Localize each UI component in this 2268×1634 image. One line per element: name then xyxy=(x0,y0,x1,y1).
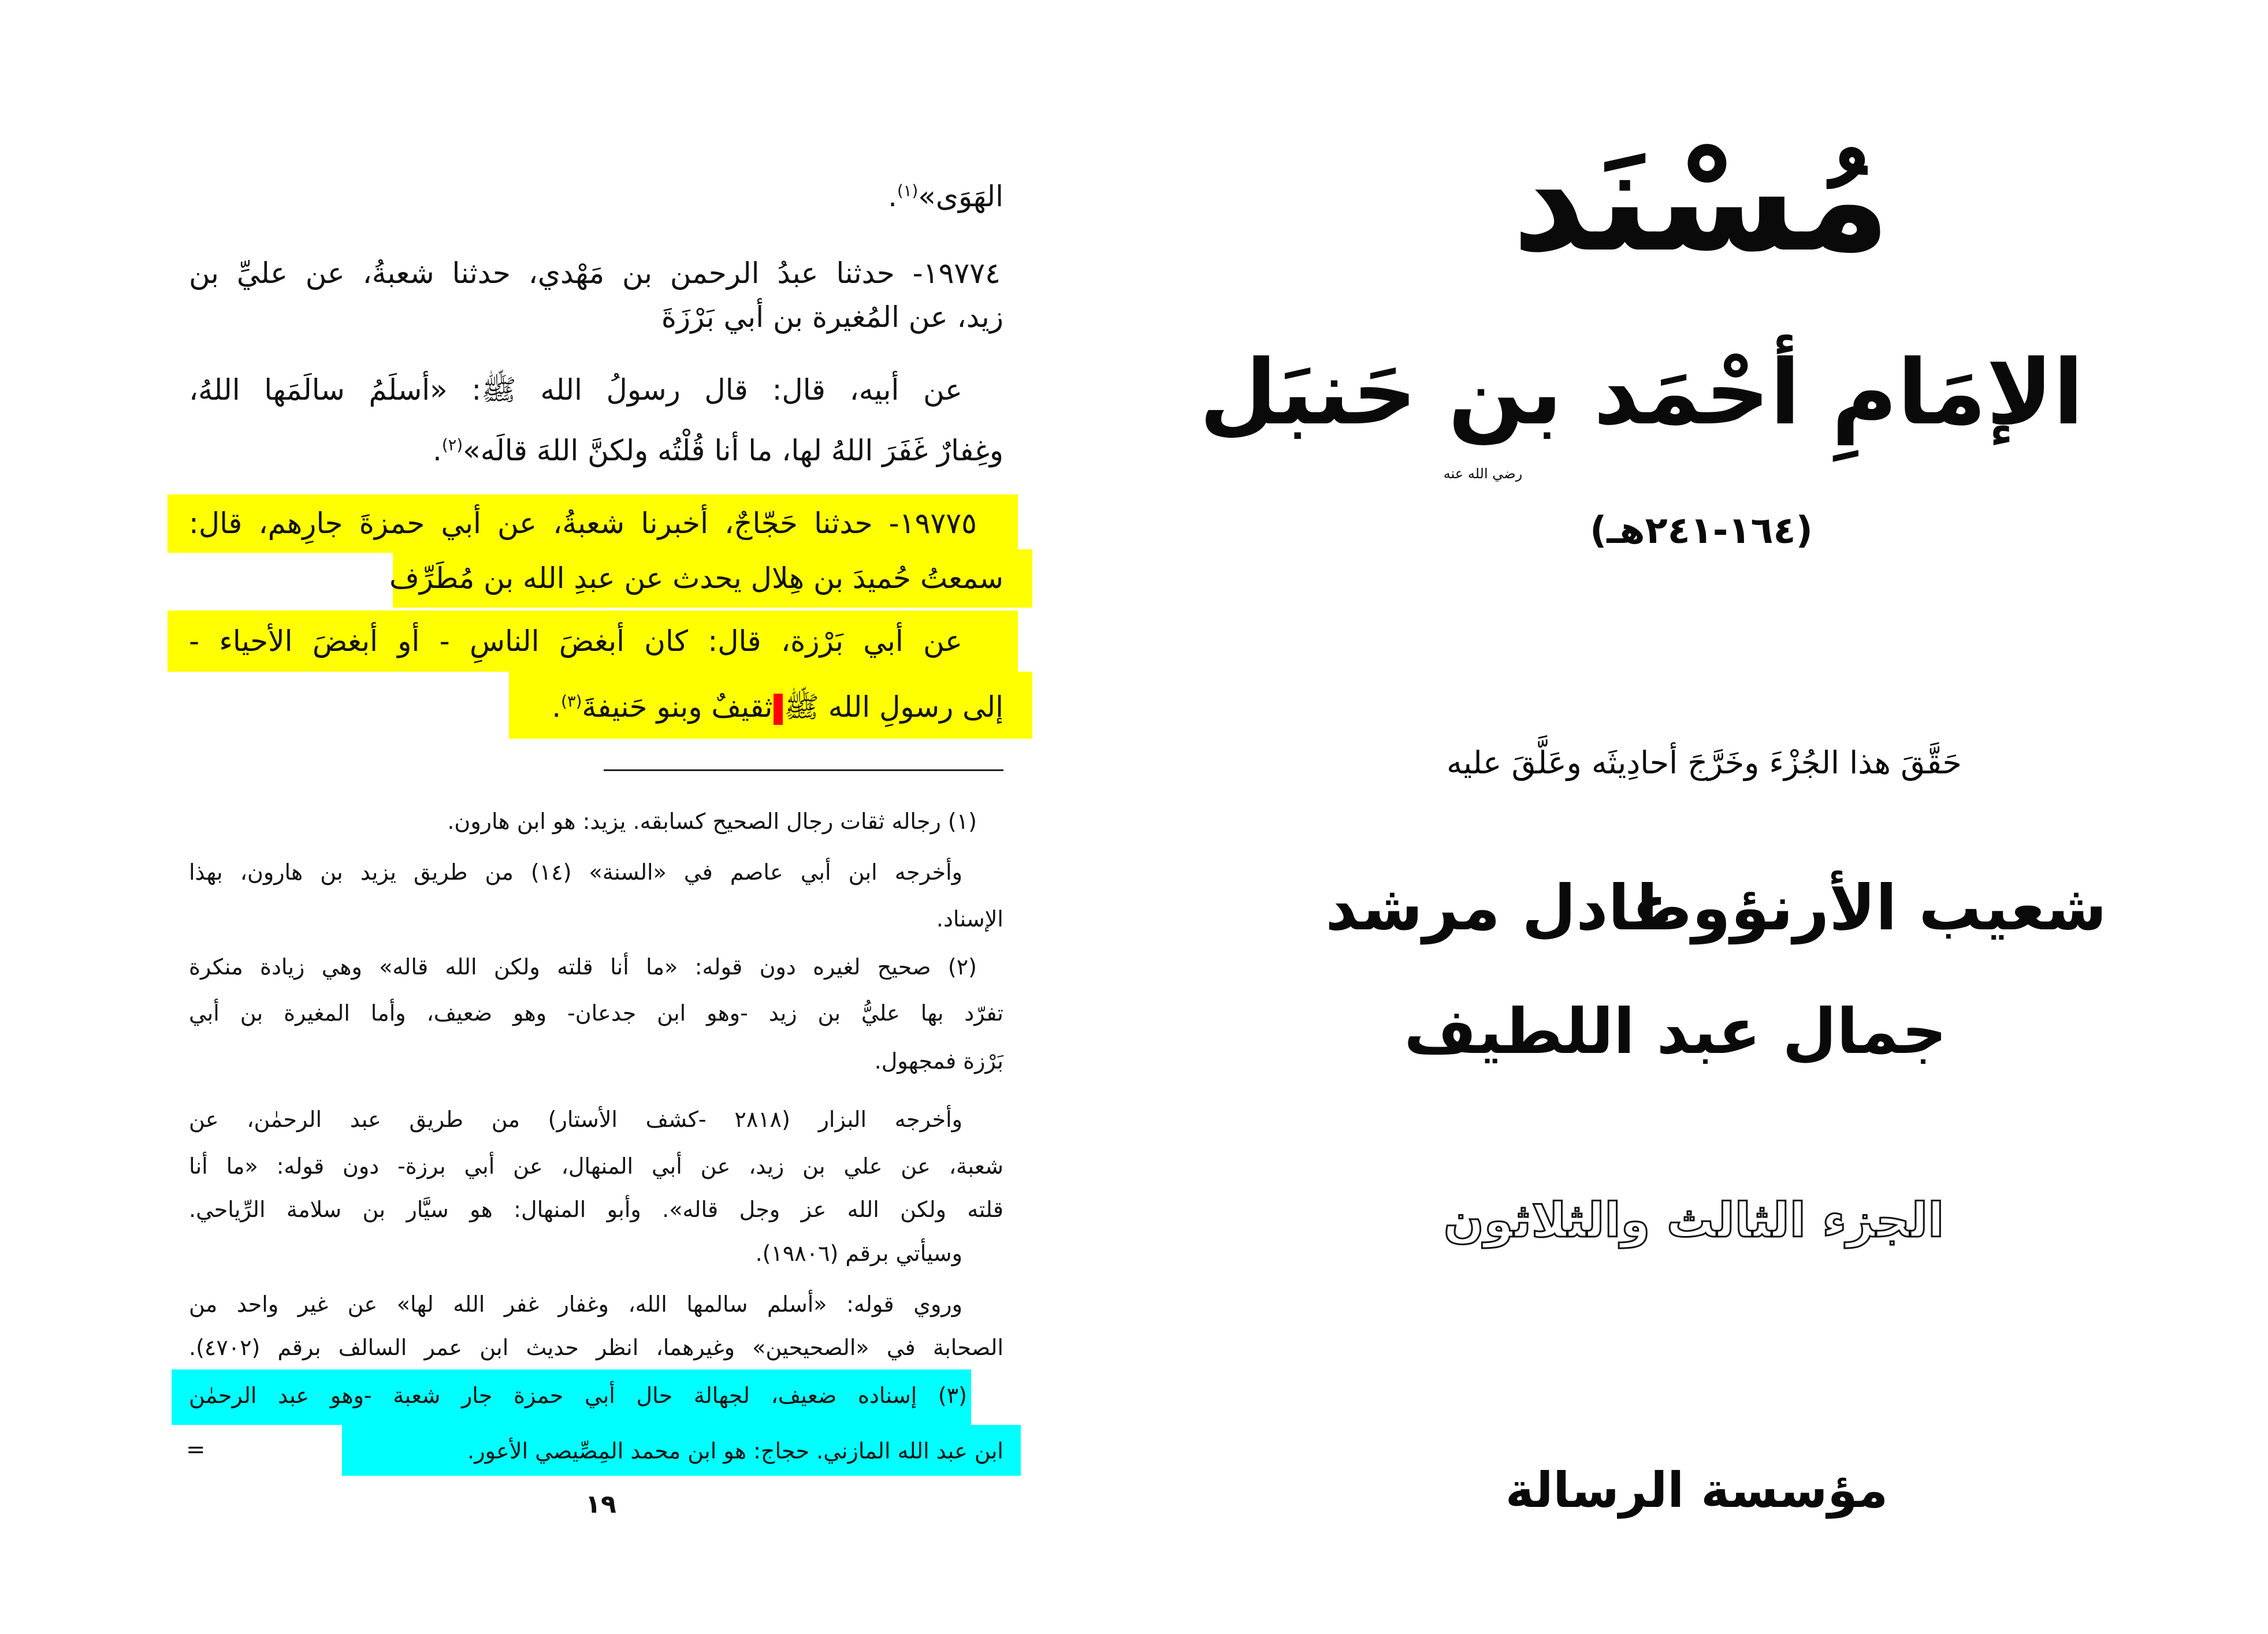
hadith-19775-line-4-part-b: ثقيفٌ وبنو حَنيفةَ xyxy=(582,690,773,724)
hadith-19775-line-4-end: . xyxy=(552,690,562,724)
footnote-ref-2[interactable]: (٢) xyxy=(441,436,463,455)
hadith-19774-line-2: زيد، عن المُغيرة بن أبي بَرْزَةَ xyxy=(661,300,1003,334)
footnote-ref-1[interactable]: (١) xyxy=(897,181,919,200)
text-line-1-end: . xyxy=(888,180,898,213)
hadith-19775-line-1: ١٩٧٧٥- حدثنا حَجّاجٌ، أخبرنا شعبةُ، عن أبي حمزةَ جارِهم، قال: xyxy=(189,507,977,540)
tahqiq-credit: حَقَّقَ هذا الجُزْءَ وخَرَّجَ أحادِيثَه وعَلَّقَ عليه xyxy=(1447,745,1962,781)
text-line-1 xyxy=(189,173,1003,219)
editor-adil: عادل مرشد xyxy=(1325,872,1674,944)
volume-label: الجزء الثالث والثلاثون xyxy=(1443,1193,1944,1248)
footnote-line-9: قلته ولكن الله عز وجل قاله». وأبو المنهال: هو سيَّار بن سلامة الرِّياحي. xyxy=(189,1197,1003,1222)
footnote-line-2: وأخرجه ابن أبي عاصم في «السنة» (١٤) من طريق يزيد بن هارون، بهذا xyxy=(189,859,962,885)
hadith-19774-line-4-end: . xyxy=(432,434,442,467)
publisher-name: مؤسسة الرسالة xyxy=(1505,1462,1888,1518)
hadith-19775-line-4-part-a: إلى رسولِ الله ﷺ xyxy=(784,690,1003,724)
right-page-title xyxy=(1134,0,2268,1634)
footnote-separator xyxy=(604,769,1003,771)
footnote-line-7: وأخرجه البزار (٢٨١٨ -كشف الأستار) من طريق عبد الرحمٰن، عن xyxy=(189,1107,962,1132)
hadith-19774-line-4 xyxy=(189,427,1003,474)
footnote-line-13: (٣) إسناده ضعيف، لجهالة حال أبي حمزة جار شعبة -وهو عبد الرحمٰن xyxy=(189,1383,967,1408)
book-subtitle: الإمَامِ أحْمَد بن حَنبَل xyxy=(1199,340,2084,445)
footnote-line-8: شعبة، عن علي بن زيد، عن أبي المنهال، عن أبي برزة- دون قوله: «ما أنا xyxy=(189,1153,1003,1179)
footnote-line-5: تفرّد بها عليُّ بن زيد -وهو ابن جدعان- وهو ضعيف، وأما المغيرة بن أبي xyxy=(189,1000,1003,1026)
footnote-line-1: (١) رجاله ثقات رجال الصحيح كسابقه. يزيد: هو ابن هارون. xyxy=(447,809,977,834)
hadith-19774-line-1: ١٩٧٧٤- حدثنا عبدُ الرحمن بن مَهْدي، حدثنا شعبةُ، عن عليِّ بن xyxy=(189,256,1001,290)
book-title: مُسْنَد xyxy=(1512,116,1891,284)
honorific-mark: رضي الله عنه xyxy=(1443,466,1523,482)
author-dates: (١٦٤-٢٤١هـ) xyxy=(1590,509,1813,552)
footnote-line-3: الإسناد. xyxy=(936,906,1003,932)
hadith-19774-line-3: عن أبيه، قال: قال رسولُ الله ﷺ: «أسلَمُ سالَمَها اللهُ، xyxy=(189,373,962,407)
footnote-line-11: وروي قوله: «أسلم سالمها الله، وغفار غفر الله لها» عن غير واحد من xyxy=(189,1291,962,1317)
footnote-line-14: ابن عبد الله المازني. حجاج: هو ابن محمد المِصِّيصي الأعور. xyxy=(467,1438,1003,1464)
page-number: ١٩ xyxy=(585,1490,616,1519)
hadith-19775-line-2: سمعتُ حُميدَ بن هِلال يحدث عن عبدِ الله بن مُطَرِّف xyxy=(389,561,1003,595)
footnote-ref-3[interactable]: (٣) xyxy=(561,692,582,711)
footnote-line-12: الصحابة في «الصحيحين» وغيرهما، انظر حديث ابن عمر السالف برقم (٤٧٠٢). xyxy=(189,1335,1003,1360)
red-cursor-marker xyxy=(774,694,783,725)
hadith-19775-line-4 xyxy=(189,684,1003,730)
hadith-19775-line-3: عن أبي بَرْزة، قال: كان أبغضَ الناسِ - أو أبغضَ الأحياء - xyxy=(189,624,962,658)
continuation-mark: = xyxy=(186,1436,206,1463)
hadith-19774-line-4-body: وغِفارٌ غَفَرَ اللهُ لها، ما أنا قُلْتُه ولكنَّ اللهَ قالَه» xyxy=(463,434,1003,467)
editor-jamal: جمال عبد اللطيف xyxy=(1404,996,1947,1068)
editor-shuayb: شعيب الأرنؤوط xyxy=(1627,872,2107,944)
footnote-line-4: (٢) صحيح لغيره دون قوله: «ما أنا قلته ولكن الله قاله» وهي زيادة منكرة xyxy=(189,954,977,980)
text-line-1-body: الهَوَى» xyxy=(918,180,1003,213)
footnote-line-10: وسيأتي برقم (١٩٨٠٦). xyxy=(755,1241,962,1266)
footnote-line-6: بَرْزة فمجهول. xyxy=(874,1048,1003,1074)
